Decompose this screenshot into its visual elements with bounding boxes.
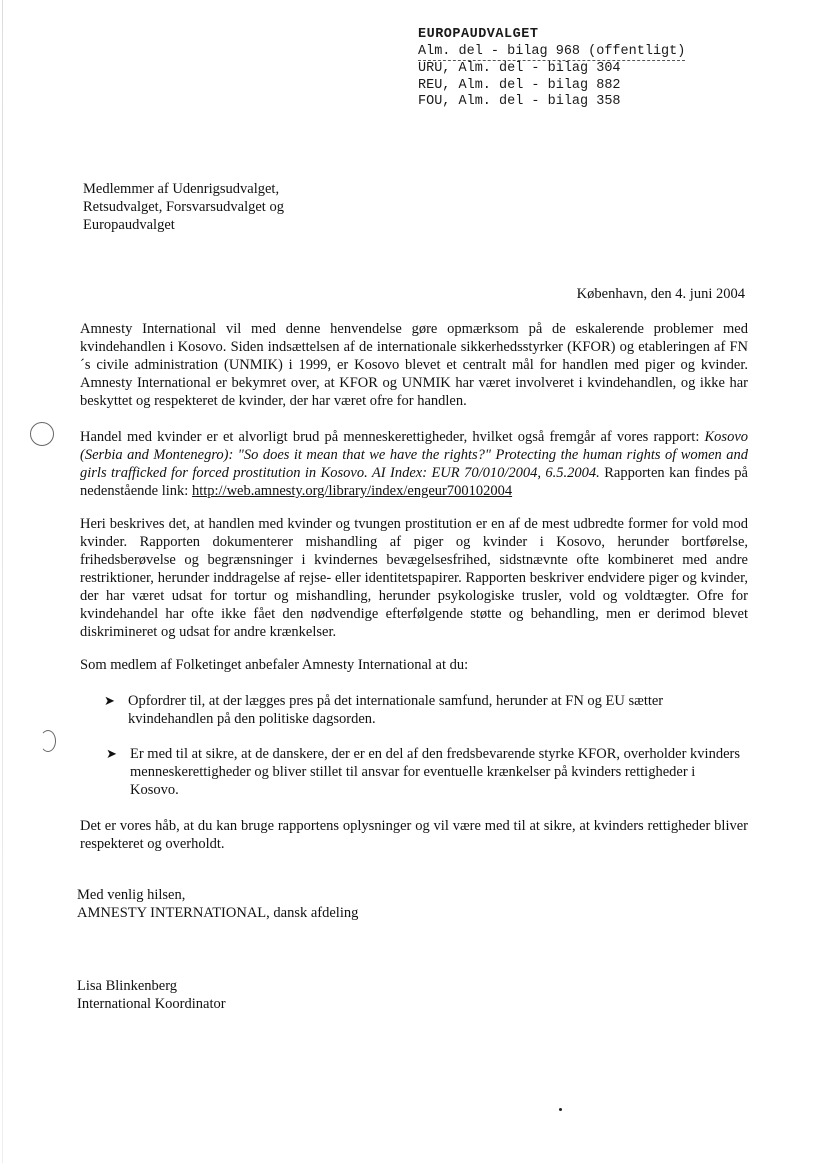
punch-hole-mark bbox=[30, 422, 54, 446]
signature-block bbox=[77, 977, 226, 1013]
stamp-line-alm: Alm. del - bilag 968 (offentligt) bbox=[418, 44, 685, 62]
recommendation-item: ➤ Er med til at sikre, at de danskere, der er en del af den fredsbevarende styrke KFOR, overholder kvinders menneskerettigheder og bliver stillet til ansvar for eventuelle krænkelser på kvinders rettigheder i Kosovo. bbox=[106, 746, 740, 798]
paragraph-report: Handel med kvinder er et alvorligt brud på menneskerettigheder, hvilket også fremgår af vores rapport: Kosovo (Serbia and Montenegro): "So does it mean that we have the rights?" Protecting the human rights of women and girls trafficked for forced prostitution in Kosovo. AI Index: EUR 70/010/2004, 6.5.2004. Rapporten kan findes på nedenstående link: http://web.amnesty.org/library/index/engeur700102004 bbox=[80, 429, 748, 499]
scan-margin-line bbox=[2, 0, 3, 1163]
paragraph-description: Heri beskrives det, at handlen med kvinder og tvungen prostitution er en af de mest udbredte former for vold mod kvinder. Rapporten dokumenterer mishandling af piger og kvinder i Kosovo, herunder bortførelse, frihedsberøvelse og begrænsninger i kvindernes bevægelsesfrihed, sidstnævnte ofte kombineret med andre restriktioner, herunder inddragelse af rejse- eller identitetspapirer. Rapporten beskriver endvidere piger og kvinder, der har været udsat for tortur og mishandling, herunder psykologiske trusler, vold og voldtægter. Ofre for kvindehandel har ofte ikke fået den nødvendige efterfølgende støtte og behandling, men er derimod blevet diskrimineret og udsat for andre krænkelser. bbox=[80, 516, 748, 640]
signoff bbox=[77, 886, 358, 922]
signer-name: Lisa Blinkenberg bbox=[77, 978, 178, 994]
stamp-heading: EUROPAUDVALGET bbox=[418, 27, 539, 42]
recipient-line: Europaudvalget bbox=[83, 217, 175, 233]
report-title: Kosovo (Serbia and Montenegro): "So does it mean that we have the rights?" Protecting the human rights of women and girls trafficked for forced prostitution in Kosovo. AI Index: EUR 70/010/2004, 6.5.2004. bbox=[80, 429, 748, 481]
paragraph-recommendation: Som medlem af Folketinget anbefaler Amnesty International at du: bbox=[80, 657, 469, 673]
stamp-line-reu: REU, Alm. del - bilag 882 bbox=[418, 77, 621, 93]
arrow-bullet-icon: ➤ bbox=[104, 693, 115, 708]
greeting: Med venlig hilsen, bbox=[77, 887, 186, 903]
committee-stamp bbox=[418, 27, 685, 111]
organization: AMNESTY INTERNATIONAL, dansk afdeling bbox=[77, 905, 359, 921]
stamp-line-fou: FOU, Alm. del - bilag 358 bbox=[418, 94, 621, 109]
paragraph-conclusion: Det er vores håb, at du kan bruge rapportens oplysninger og vil være med til at sikre, at kvinders rettigheder bliver respekteret og overholdt. bbox=[80, 818, 748, 852]
paragraph-intro: Amnesty International vil med denne henvendelse gøre opmærksom på de eskalerende problemer med kvindehandlen i Kosovo. Siden indsættelsen af de internationale sikkerhedsstyrker (KFOR) og etableringen af FN´s civile administration (UNMIK) i 1999, er Kosovo blevet et centralt mål for handlen med piger og kvinder. Amnesty International er bekymret over, at KFOR og UNMIK har været involveret i kvindehandlen, og ikke har beskyttet og respekteret de kvinder, der har været ofre for handlen. bbox=[80, 321, 748, 409]
report-link[interactable]: http://web.amnesty.org/library/index/engeur700102004 bbox=[191, 483, 513, 499]
recipient-line: Medlemmer af Udenrigsudvalget, bbox=[83, 181, 280, 197]
scan-speck bbox=[559, 1108, 562, 1111]
recipient-line: Retsudvalget, Forsvarsudvalget og bbox=[83, 199, 284, 215]
recommendation-item: ➤ Opfordrer til, at der lægges pres på det internationale samfund, herunder at FN og EU sætter kvindehandlen på den politiske dagsorden. bbox=[104, 693, 664, 727]
punch-hole-mark bbox=[40, 730, 56, 752]
stamp-line-uru: URU, Alm. del - bilag 304 bbox=[418, 61, 621, 76]
recipient-block bbox=[83, 180, 284, 234]
signer-title: International Koordinator bbox=[77, 996, 226, 1012]
arrow-bullet-icon: ➤ bbox=[106, 746, 117, 761]
dateline: København, den 4. juni 2004 bbox=[576, 286, 745, 302]
